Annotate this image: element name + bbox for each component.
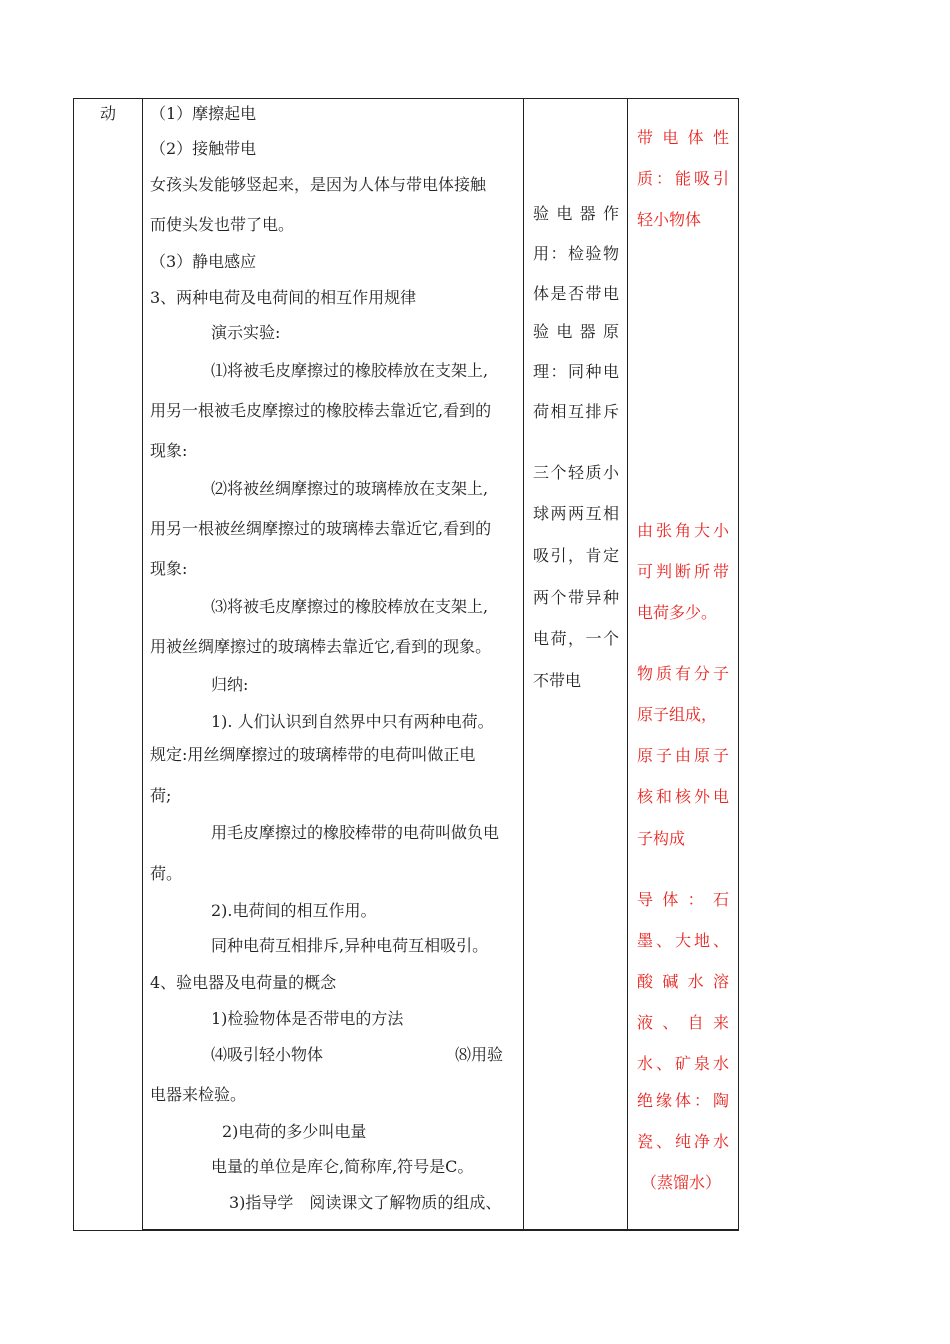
text-line: 同种电荷互相排斥,异种电荷互相吸引。 xyxy=(211,936,489,955)
text-line: 不带电 xyxy=(533,671,582,690)
text-line: 演示实验: xyxy=(211,323,281,342)
annotation-line: 原子组成， xyxy=(637,705,718,724)
text-line: ⑻用验 xyxy=(455,1045,504,1064)
text-line: 荷相互排斥 xyxy=(533,402,619,421)
annotation-line: 带电体性 xyxy=(637,128,729,147)
section-heading: 4、验电器及电荷量的概念 xyxy=(150,973,337,992)
text-line: ⑷吸引轻小物体 xyxy=(211,1045,324,1064)
annotation-line: 墨、大地、 xyxy=(637,931,729,950)
annotation-line: 核和核外电 xyxy=(637,787,729,806)
annotation-line: （蒸馏水） xyxy=(641,1173,722,1192)
text-line: 1). 人们认识到自然界中只有两种电荷。 xyxy=(211,712,494,731)
text-line: ⑶将被毛皮摩擦过的橡胶棒放在支架上, xyxy=(211,597,489,616)
text-line: 验电器作 xyxy=(533,204,619,223)
text-line: 现象: xyxy=(150,441,188,460)
text-line: 体是否带电 xyxy=(533,284,619,303)
annotation-line: 轻小物体 xyxy=(637,210,702,229)
text-line: 理：同种电 xyxy=(533,362,619,381)
annotation-line: 绝缘体：陶 xyxy=(637,1091,729,1110)
annotation-line: 瓷、纯净水 xyxy=(637,1132,729,1151)
text-line: 归纳: xyxy=(211,675,249,694)
text-line: 验电器原 xyxy=(533,322,619,341)
text-line: 用另一根被丝绸摩擦过的玻璃棒去靠近它,看到的 xyxy=(150,519,492,538)
column-divider xyxy=(523,98,524,1231)
text-line: 电荷，一个 xyxy=(533,629,619,648)
text-line: 女孩头发能够竖起来，是因为人体与带电体接触 xyxy=(150,175,487,194)
text-line: 荷。 xyxy=(150,864,183,883)
text-line: 现象: xyxy=(150,559,188,578)
annotation-line: 由张角大小 xyxy=(637,521,729,540)
text-line: 2)电荷的多少叫电量 xyxy=(222,1122,367,1141)
annotation-line: 导体：石 xyxy=(637,890,729,909)
column-divider xyxy=(627,98,628,1231)
annotation-line: 液、自来 xyxy=(637,1013,729,1032)
table-bottom-rule xyxy=(142,1229,739,1230)
text-line: 用：检验物 xyxy=(533,244,619,263)
text-line: （3）静电感应 xyxy=(150,252,257,271)
annotation-line: 物质有分子 xyxy=(637,664,729,683)
text-line: 而使头发也带了电。 xyxy=(150,215,295,234)
text-line: 用被丝绸摩擦过的玻璃棒去靠近它,看到的现象。 xyxy=(150,637,492,656)
stage-label: 动 xyxy=(100,104,117,123)
text-line: 电量的单位是库仑,简称库,符号是C。 xyxy=(211,1157,474,1176)
text-line: （1）摩擦起电 xyxy=(150,104,257,123)
annotation-line: 质：能吸引 xyxy=(637,169,729,188)
text-line: 1)检验物体是否带电的方法 xyxy=(211,1009,404,1028)
annotation-line: 子构成 xyxy=(637,829,686,848)
annotation-line: 可判断所带 xyxy=(637,562,729,581)
text-line: 吸引，肯定 xyxy=(533,546,619,565)
annotation-line: 酸碱水溶 xyxy=(637,972,729,991)
text-line: 3)指导学 阅读课文了解物质的组成、 xyxy=(229,1193,502,1212)
text-line: 2).电荷间的相互作用。 xyxy=(211,901,377,920)
text-line: 荷; xyxy=(150,786,172,805)
section-heading: 3、两种电荷及电荷间的相互作用规律 xyxy=(150,288,417,307)
annotation-line: 原子由原子 xyxy=(637,746,729,765)
annotation-line: 电荷多少。 xyxy=(637,603,718,622)
text-line: ⑴将被毛皮摩擦过的橡胶棒放在支架上, xyxy=(211,361,489,380)
text-line: 规定:用丝绸摩擦过的玻璃棒带的电荷叫做正电 xyxy=(150,745,476,764)
text-line: 三个轻质小 xyxy=(533,463,619,482)
text-line: 两个带异种 xyxy=(533,588,619,607)
text-line: 用毛皮摩擦过的橡胶棒带的电荷叫做负电 xyxy=(211,823,500,842)
annotation-line: 水、矿泉水 xyxy=(637,1054,729,1073)
text-line: ⑵将被丝绸摩擦过的玻璃棒放在支架上, xyxy=(211,479,489,498)
column-divider xyxy=(142,98,143,1231)
text-line: 球两两互相 xyxy=(533,504,619,523)
text-line: （2）接触带电 xyxy=(150,139,257,158)
text-line: 电器来检验。 xyxy=(150,1085,247,1104)
text-line: 用另一根被毛皮摩擦过的橡胶棒去靠近它,看到的 xyxy=(150,401,492,420)
